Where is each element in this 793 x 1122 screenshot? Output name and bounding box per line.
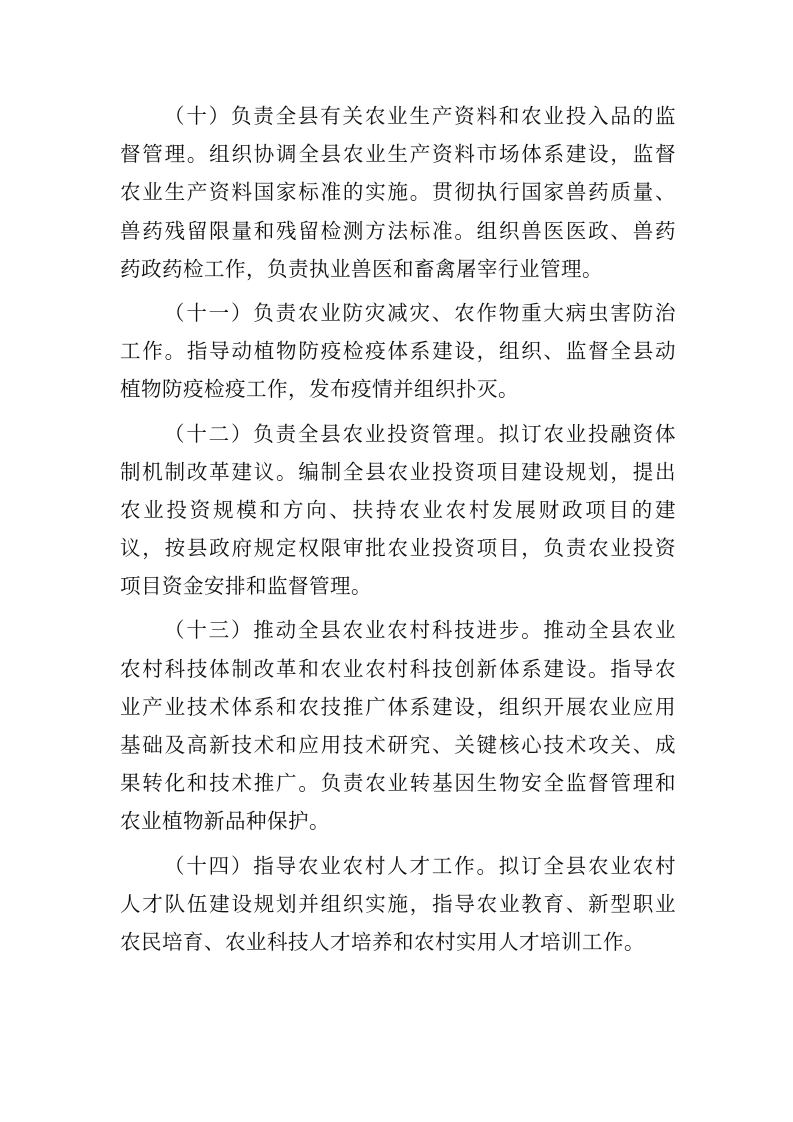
paragraph-line: 农业生产资料国家标准的实施。贯彻执行国家兽药质量、 <box>120 180 676 205</box>
paragraph-line: 农业植物新品种保护。 <box>120 809 330 834</box>
paragraph-line: 植物防疫检疫工作，发布疫情并组织扑灭。 <box>120 377 519 402</box>
paragraph-line: （十三）推动全县农业农村科技进步。推动全县农业 <box>164 618 676 643</box>
paragraph-line: （十）负责全县有关农业生产资料和农业投入品的监 <box>164 104 676 128</box>
paragraph-line: 业产业技术体系和农技推广体系建设，组织开展农业应用 <box>120 694 676 719</box>
paragraph-line: （十二）负责全县农业投资管理。拟订农业投融资体 <box>164 421 676 446</box>
paragraph-line: 药政药检工作，负责执业兽医和畜禽屠宰行业管理。 <box>120 256 603 281</box>
paragraph-line: 人才队伍建设规划并组织实施，指导农业教育、新型职业 <box>120 891 676 916</box>
paragraph-line: 兽药残留限量和残留检测方法标准。组织兽医医政、兽药 <box>120 218 676 243</box>
paragraph-line: 农村科技体制改革和农业农村科技创新体系建设。指导农 <box>120 656 676 681</box>
paragraph-line: 果转化和技术推广。负责农业转基因生物安全监督管理和 <box>120 771 676 796</box>
paragraph-line: 基础及高新技术和应用技术研究、关键核心技术攻关、成 <box>120 733 676 757</box>
paragraph-11 <box>120 294 676 409</box>
paragraph-14 <box>120 847 676 962</box>
paragraph-line: 制机制改革建议。编制全县农业投资项目建设规划，提出 <box>120 459 676 484</box>
paragraph-line: 议，按县政府规定权限审批农业投资项目，负责农业投资 <box>120 536 676 561</box>
paragraph-line: 项目资金安排和监督管理。 <box>120 574 372 599</box>
paragraph-line: （十一）负责农业防灾减灾、农作物重大病虫害防治 <box>164 300 676 325</box>
document-body <box>120 97 676 967</box>
paragraph-13 <box>120 611 676 840</box>
paragraph-line: 农民培育、农业科技人才培养和农村实用人才培训工作。 <box>120 929 645 954</box>
paragraph-10 <box>120 97 676 288</box>
paragraph-line: 农业投资规模和方向、扶持农业农村发展财政项目的建 <box>120 497 676 522</box>
paragraph-line: 工作。指导动植物防疫检疫体系建设，组织、监督全县动 <box>120 339 676 364</box>
paragraph-line: （十四）指导农业农村人才工作。拟订全县农业农村 <box>164 853 676 878</box>
paragraph-12 <box>120 415 676 606</box>
paragraph-line: 督管理。组织协调全县农业生产资料市场体系建设，监督 <box>120 142 676 167</box>
